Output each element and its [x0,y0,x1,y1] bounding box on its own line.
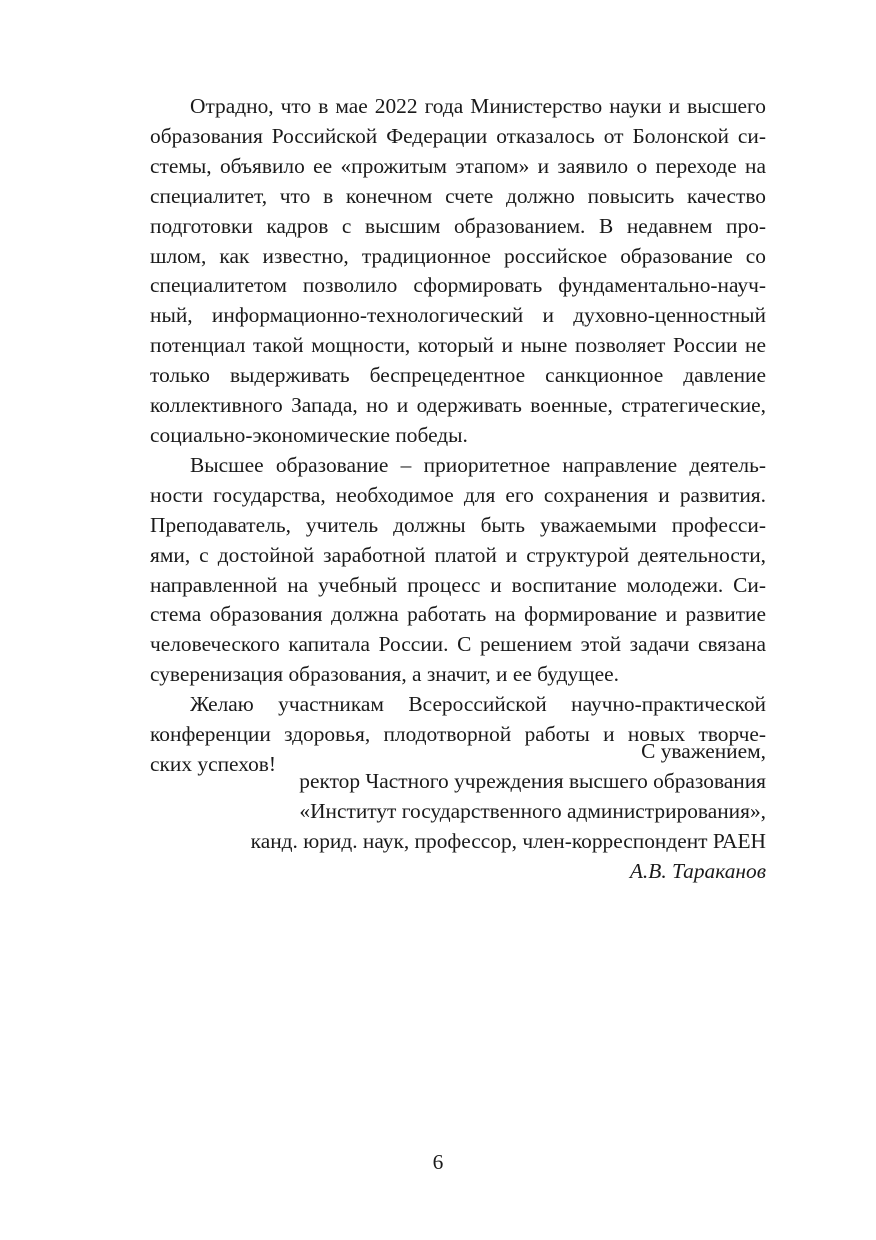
paragraph-1 [110,92,766,451]
text-line: ями, с достойной заработной платой и структурой деятельности, [150,542,766,567]
body-text [110,92,766,780]
text-line: человеческого капитала России. С решением этой задачи связана [150,632,766,657]
text-line: суверенизация образования, а значит, и ее будущее. [150,662,619,687]
text-line: Желаю участникам Всероссийской научно-практической [190,692,766,717]
text-line: ности государства, необходимое для его сохранения и развития. [150,482,766,507]
signature-institution: «Институт государственного администрирования», [299,798,766,823]
text-line: шлом, как известно, традиционное российское образование со [150,243,766,268]
text-line: коллективного Запада, но и одерживать военные, стратегические, [150,393,766,418]
text-line: направленной на учебный процесс и воспитание молодежи. Си- [150,572,766,597]
text-line: Высшее образование – приоритетное направление деятель- [190,452,766,477]
text-line: стемы, объявило ее «прожитым этапом» и заявило о переходе на [150,153,766,178]
text-line: специалитетом позволило сформировать фундаментально-науч- [150,273,766,298]
text-line: только выдерживать беспрецедентное санкционное давление [150,363,766,388]
text-line: специалитет, что в конечном счете должно повысить качество [150,183,766,208]
text-line: потенциал такой мощности, который и ныне позволяет России не [150,333,766,358]
text-line: ный, информационно-технологический и духовно-ценностный [150,303,766,328]
signature-block [110,737,766,887]
signature-greeting: С уважением, [641,739,766,763]
signature-name: А.В. Тараканов [629,858,766,883]
text-line: подготовки кадров с высшим образованием. В недавнем про- [150,213,766,238]
page-number: 6 [432,1150,444,1174]
signature-position: ректор Частного учреждения высшего образования [299,768,766,793]
text-line: конференции здоровья, плодотворной работы и новых творче- [150,722,766,747]
text-line: социально-экономические победы. [150,422,468,447]
text-line: стема образования должна работать на формирование и развитие [150,602,766,627]
paragraph-2 [110,451,766,690]
text-line: Отрадно, что в мае 2022 года Министерство науки и высшего [190,94,766,118]
text-line: ских успехов! [150,751,277,776]
text-line: образования Российской Федерации отказалось от Болонской си- [150,123,766,148]
signature-credentials: канд. юрид. наук, профессор, член-корреспондент РАЕН [250,828,766,853]
text-line: Преподаватель, учитель должны быть уважаемыми професси- [150,512,766,537]
